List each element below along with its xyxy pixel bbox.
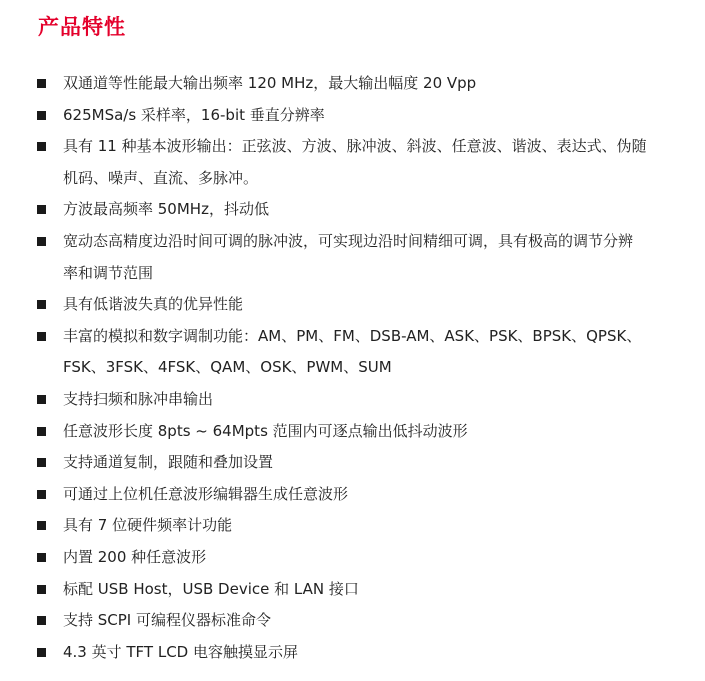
square-bullet-icon — [37, 427, 46, 436]
square-bullet-icon — [37, 395, 46, 404]
feature-text-line: 具有 7 位硬件频率计功能 — [63, 516, 233, 535]
feature-item — [32, 321, 692, 384]
square-bullet-icon — [37, 585, 46, 594]
feature-text-line: FSK、3FSK、4FSK、QAM、OSK、PWM、SUM — [63, 358, 392, 377]
feature-text-line: 支持 SCPI 可编程仪器标准命令 — [63, 611, 272, 630]
feature-text-line: 625MSa/s 采样率，16-bit 垂直分辨率 — [63, 105, 325, 124]
square-bullet-icon — [37, 616, 46, 625]
square-bullet-icon — [37, 111, 46, 120]
feature-item — [32, 131, 692, 194]
square-bullet-icon — [37, 237, 46, 246]
feature-text-line: 任意波形长度 8pts ~ 64Mpts 范围内可逐点输出低抖动波形 — [63, 421, 468, 440]
feature-text-line: 支持通道复制，跟随和叠加设置 — [63, 453, 274, 472]
feature-item — [32, 479, 692, 511]
square-bullet-icon — [37, 458, 46, 467]
feature-item — [32, 100, 692, 132]
feature-item — [32, 574, 692, 606]
square-bullet-icon — [37, 648, 46, 657]
square-bullet-icon — [37, 142, 46, 151]
feature-text-line: 丰富的模拟和数字调制功能：AM、PM、FM、DSB-AM、ASK、PSK、BPSK、QPSK、 — [63, 326, 642, 345]
feature-item — [32, 637, 692, 669]
feature-text-line: 4.3 英寸 TFT LCD 电容触摸显示屏 — [63, 642, 298, 661]
feature-list — [32, 68, 692, 668]
feature-item — [32, 542, 692, 574]
feature-item — [32, 447, 692, 479]
feature-item — [32, 510, 692, 542]
feature-text-line: 宽动态高精度边沿时间可调的脉冲波，可实现边沿时间精细可调，具有极高的调节分辨 — [63, 231, 634, 250]
feature-text-line: 具有 11 种基本波形输出：正弦波、方波、脉冲波、斜波、任意波、谐波、表达式、伪随 — [63, 137, 647, 156]
feature-item — [32, 194, 692, 226]
square-bullet-icon — [37, 553, 46, 562]
page-title: 产品特性 — [38, 15, 126, 39]
feature-text-line: 方波最高频率 50MHz，抖动低 — [63, 200, 269, 219]
feature-text-line: 支持扫频和脉冲串输出 — [63, 389, 214, 408]
square-bullet-icon — [37, 490, 46, 499]
feature-text-line: 机码、噪声、直流、多脉冲。 — [63, 168, 259, 187]
feature-text-line: 率和调节范围 — [63, 263, 154, 282]
square-bullet-icon — [37, 332, 46, 341]
feature-item — [32, 605, 692, 637]
feature-item — [32, 384, 692, 416]
feature-text-line: 具有低谐波失真的优异性能 — [63, 295, 244, 314]
feature-item — [32, 289, 692, 321]
feature-item — [32, 68, 692, 100]
feature-item — [32, 226, 692, 289]
feature-text-line: 可通过上位机任意波形编辑器生成任意波形 — [63, 484, 349, 503]
square-bullet-icon — [37, 79, 46, 88]
square-bullet-icon — [37, 205, 46, 214]
feature-item — [32, 416, 692, 448]
feature-text-line: 内置 200 种任意波形 — [63, 547, 207, 566]
square-bullet-icon — [37, 300, 46, 309]
square-bullet-icon — [37, 521, 46, 530]
feature-text-line: 标配 USB Host，USB Device 和 LAN 接口 — [63, 579, 359, 598]
feature-text-line: 双通道等性能最大输出频率 120 MHz，最大输出幅度 20 Vpp — [63, 74, 477, 92]
